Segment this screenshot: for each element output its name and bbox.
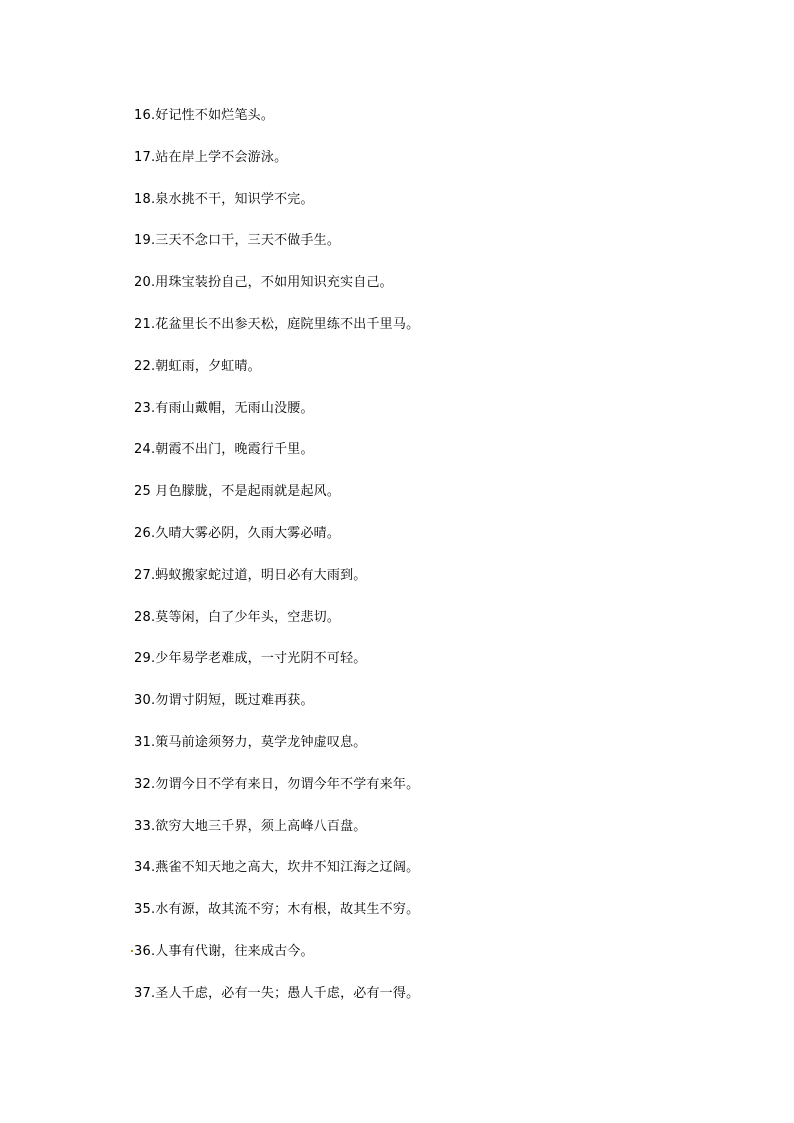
stray-dot [131, 950, 133, 952]
list-item: 28.莫等闲，白了少年头，空悲切。 [134, 609, 341, 625]
list-item: 35.水有源，故其流不穷；木有根，故其生不穷。 [134, 902, 420, 918]
list-item: 34.燕雀不知天地之高大，坎井不知江海之辽阔。 [134, 860, 420, 876]
list-item: 18.泉水挑不干，知识学不完。 [134, 191, 314, 207]
list-item: 21.花盆里长不出参天松，庭院里练不出千里马。 [134, 316, 420, 332]
list-item: 30.勿谓寸阴短，既过难再获。 [134, 693, 314, 709]
list-item: 36.人事有代谢，往来成古今。 [134, 943, 314, 959]
proverb-list [134, 107, 419, 1027]
list-item: 16.好记性不如烂笔头。 [134, 108, 275, 123]
list-item: 33.欲穷大地三千界，须上高峰八百盘。 [134, 818, 367, 834]
list-item: 29.少年易学老难成，一寸光阴不可轻。 [134, 651, 367, 667]
list-item: 24.朝霞不出门，晚霞行千里。 [134, 442, 314, 458]
list-item: 23.有雨山戴帽，无雨山没腰。 [134, 400, 314, 416]
list-item: 19.三天不念口干，三天不做手生。 [134, 233, 341, 249]
list-item: 20.用珠宝装扮自己，不如用知识充实自己。 [134, 275, 393, 291]
list-item: 31.策马前途须努力，莫学龙钟虚叹息。 [134, 734, 367, 750]
list-item: 17.站在岸上学不会游泳。 [134, 149, 288, 165]
list-item: 26.久晴大雾必阴，久雨大雾必晴。 [134, 525, 341, 541]
list-item: 25 月色朦胧，不是起雨就是起风。 [134, 484, 341, 500]
list-item: 37.圣人千虑，必有一失；愚人千虑，必有一得。 [134, 985, 420, 1001]
list-item: 22.朝虹雨，夕虹晴。 [134, 358, 261, 374]
list-item: 32.勿谓今日不学有来日，勿谓今年不学有来年。 [134, 776, 420, 792]
list-item: 27.蚂蚁搬家蛇过道，明日必有大雨到。 [134, 567, 367, 583]
